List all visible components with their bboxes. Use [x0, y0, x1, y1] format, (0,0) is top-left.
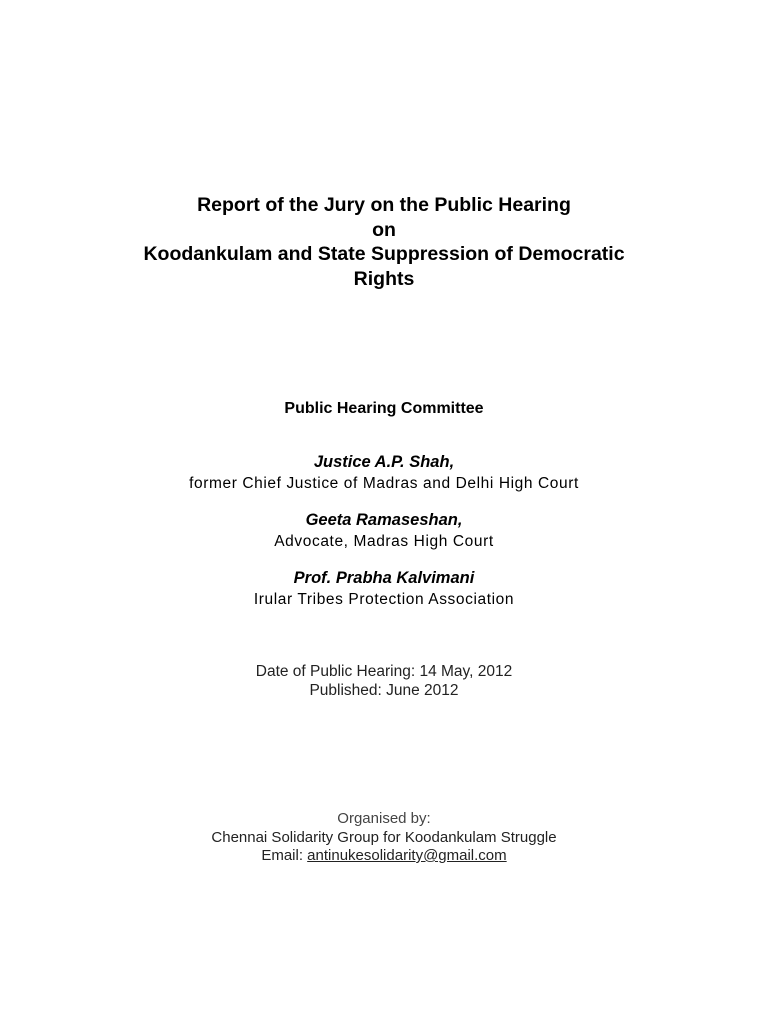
title-line-4: Rights: [353, 267, 415, 290]
member-name: Justice A.P. Shah,: [313, 453, 455, 471]
committee-member: [0, 510, 768, 551]
hearing-date: Date of Public Hearing: 14 May, 2012: [255, 663, 513, 680]
email-line: [0, 847, 768, 866]
published-date: Published: June 2012: [309, 682, 459, 699]
dates-block: [0, 662, 768, 700]
email-label: Email:: [261, 847, 308, 864]
report-title: [0, 193, 768, 291]
member-role: former Chief Justice of Madras and Delhi High Court: [189, 475, 579, 492]
title-line-3: Koodankulam and State Suppression of Democratic: [143, 243, 625, 265]
title-line-1: Report of the Jury on the Public Hearing: [197, 194, 571, 216]
committee-member: [0, 452, 768, 493]
organiser-block: [0, 810, 768, 866]
committee-heading: Public Hearing Committee: [284, 400, 484, 417]
title-line-2: on: [372, 218, 396, 241]
member-name: Prof. Prabha Kalvimani: [293, 569, 475, 587]
committee-member: [0, 568, 768, 609]
email-link[interactable]: antinukesolidarity@gmail.com: [307, 847, 507, 864]
member-role: Advocate, Madras High Court: [274, 533, 494, 550]
organiser-group: Chennai Solidarity Group for Koodankulam Struggle: [211, 828, 557, 846]
member-name: Geeta Ramaseshan,: [305, 511, 463, 529]
organiser-label: Organised by:: [337, 810, 431, 827]
member-role: Irular Tribes Protection Association: [253, 591, 515, 608]
